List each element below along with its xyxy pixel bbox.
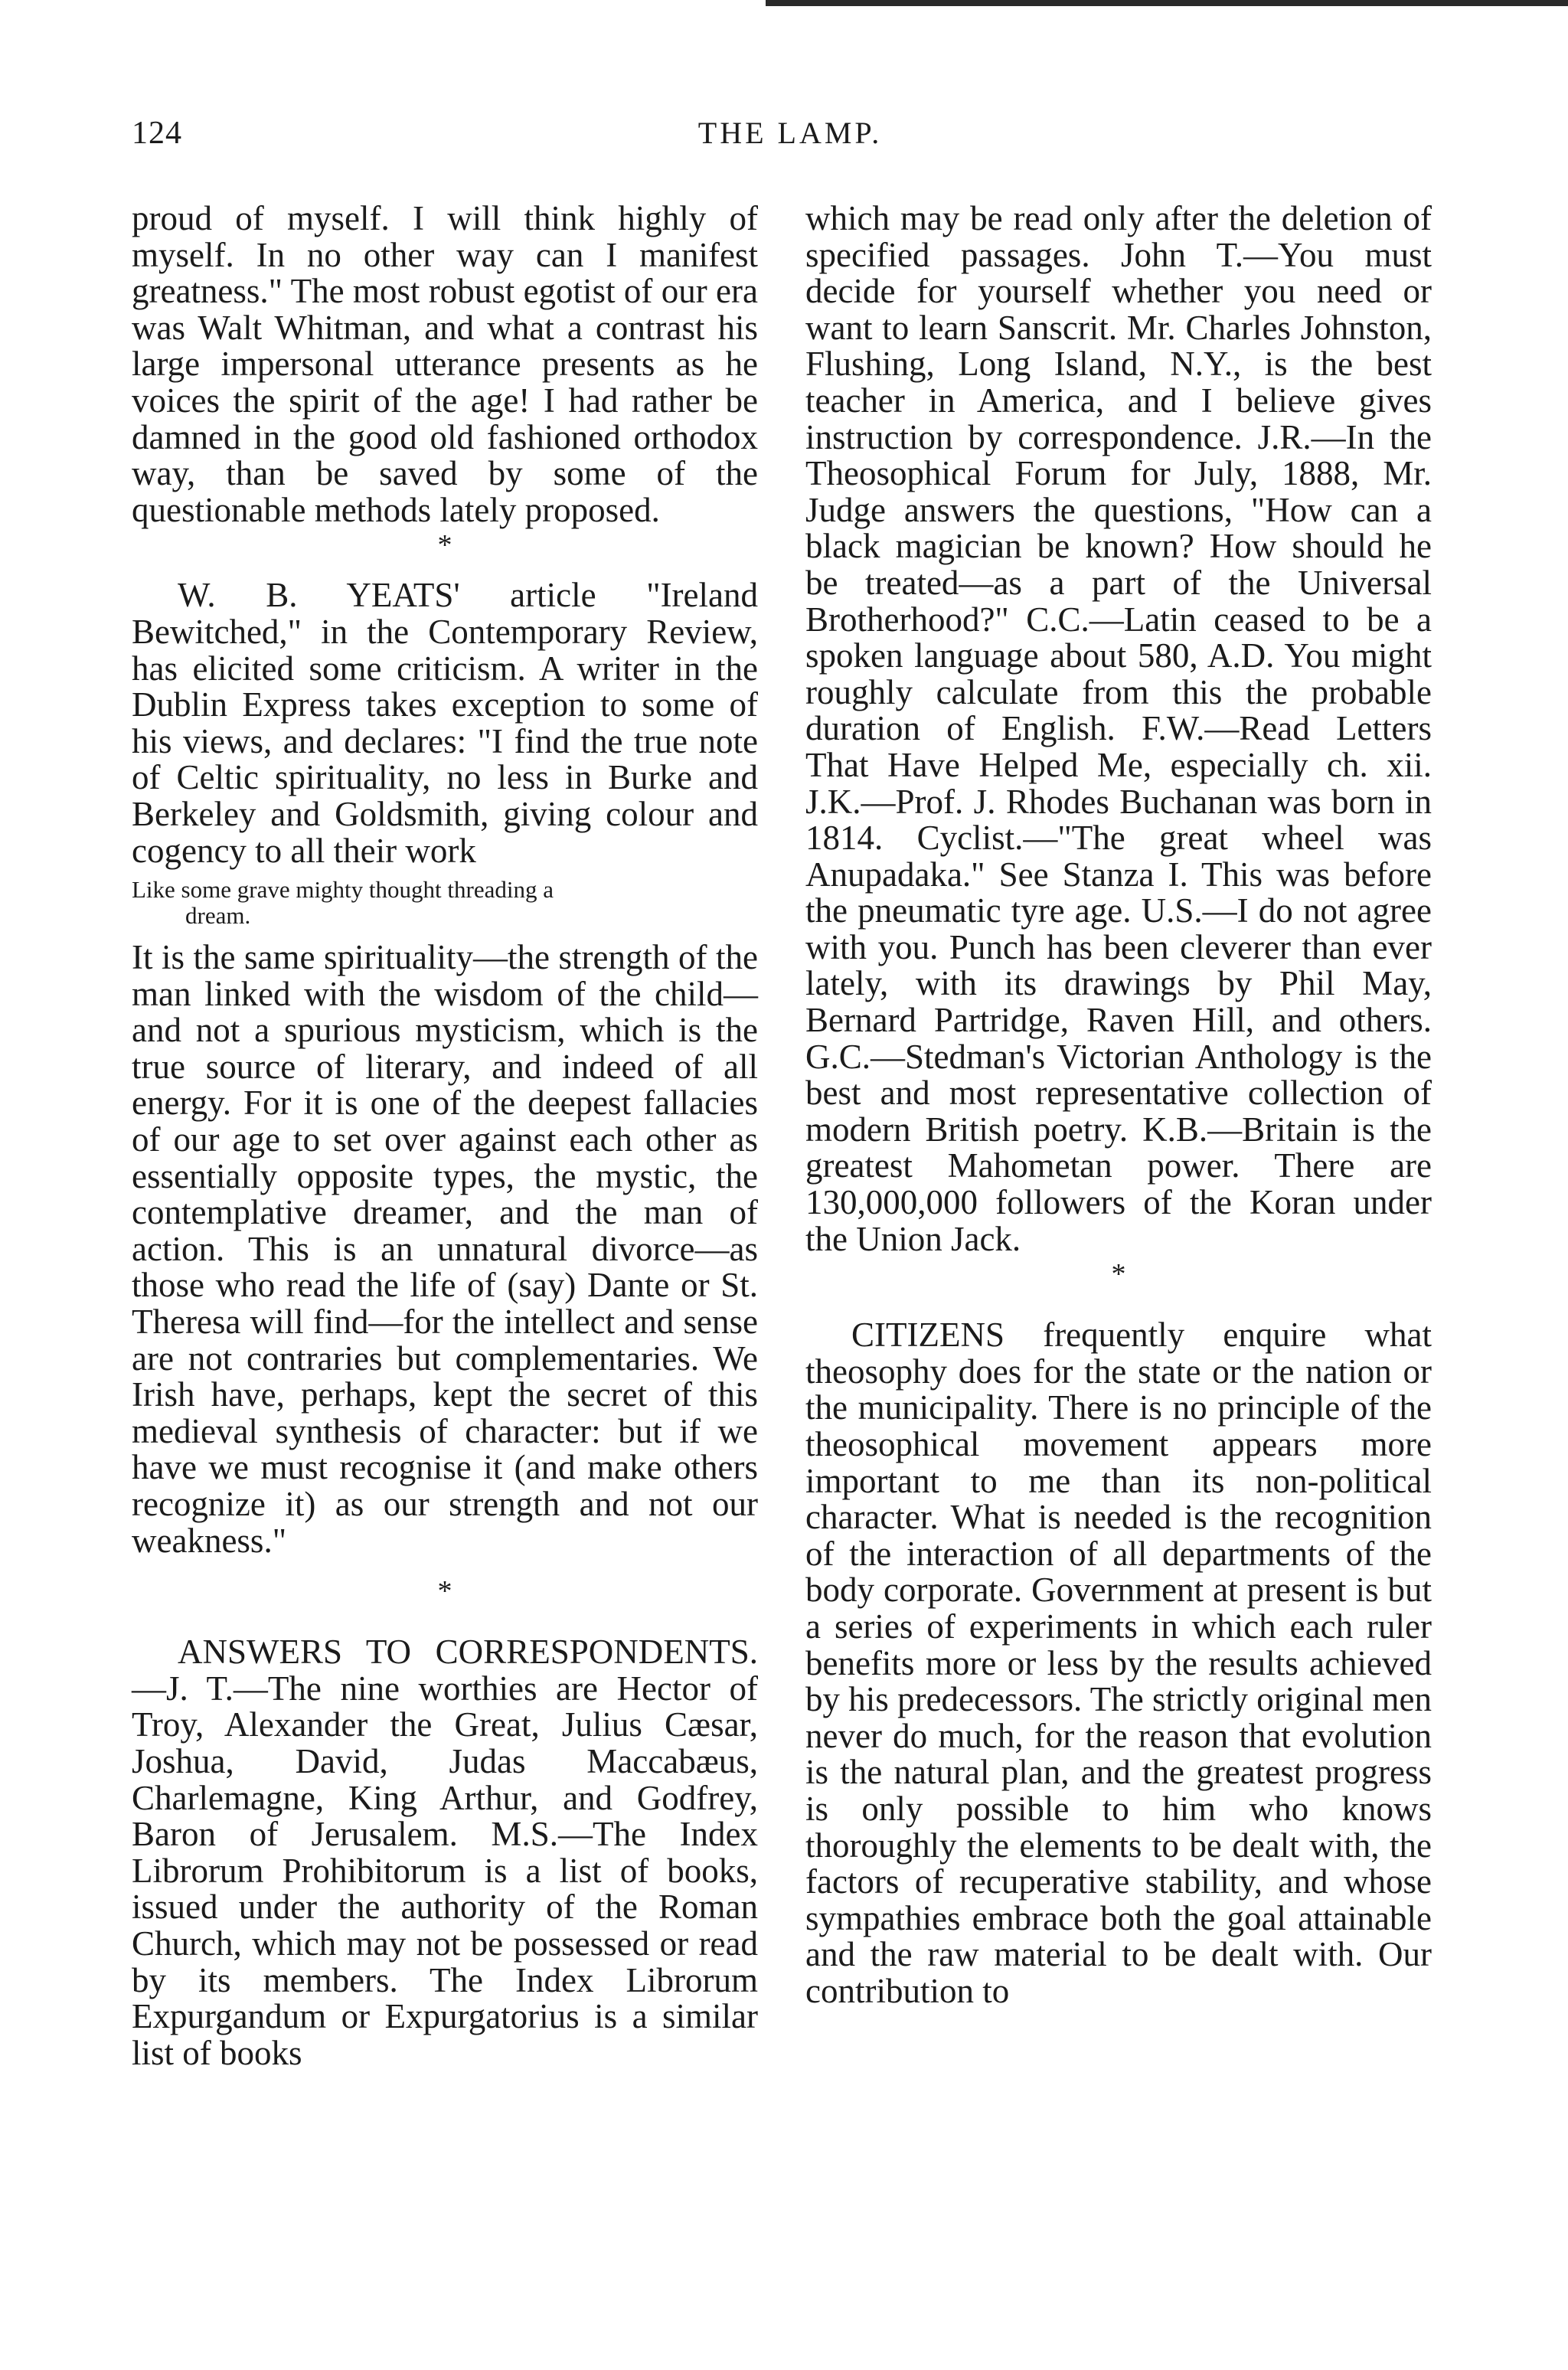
paragraph-yeats: W. B. YEATS' article "Ireland Bewitched," in the Contemporary Review, has elicited some criticism. A writer in the Dublin Express takes exception to some of his views, and declares: "I find the true note of Celtic spirituality, no less in Burke and Berkeley and Goldsmith, giving colour and cogency to all their work: [132, 576, 758, 870]
verse-line: Like some grave mighty thought threading a: [132, 876, 554, 904]
paragraph-egotism: proud of myself. I will think highly of myself. In no other way can I manifest greatness." The most robust egotist of our era was Walt Whitman, and what a contrast his large impersonal utterance presents as he voices the spirit of the age! I had rather be damned in the good old fashioned orthodox way, than be saved by some of the questionable methods lately proposed.: [132, 199, 758, 529]
paragraph-answers-to-correspondents: ANSWERS TO CORRESPONDENTS.—J. T.—The nine worthies are Hector of Troy, Alexander the Great, Julius Cæsar, Joshua, David, Judas Maccabæus, Charlemagne, King Arthur, and Godfrey, Baron of Jerusalem. M.S.—The Index Librorum Prohibitorum is a list of books, issued under the authority of the Roman Church, which may not be possessed or read by its members. The Index Librorum Expurgandum or Expurgatorius is a similar list of books: [132, 1633, 758, 2072]
section-divider-star: *: [437, 529, 452, 562]
section-divider-star: *: [437, 1575, 452, 1608]
spacer: [805, 1291, 1432, 1317]
paragraph-spirituality: It is the same spirituality—the strength of the man linked with the wisdom of the child—and not a spurious mysticism, which is the true source of literary, and indeed of all energy. For it is one of the deepest fallacies of our age to set over against each other as essentially opposite types, the mystic, the contemplative dreamer, and the man of action. This is an unnatural divorce—as those who read the life of (say) Dante or St. Theresa will find—for the intellect and sense are not contraries but complementaries. We Irish have, perhaps, kept the secret of this medieval synthesis of character: but if we have we must recognise it (and make others recognize it) as our strength and not our weakness.": [132, 938, 758, 1560]
spacer: [132, 1559, 758, 1574]
top-border-rule: [766, 0, 1568, 6]
running-head: THE LAMP.: [697, 116, 883, 150]
left-column: [132, 201, 758, 2071]
page-number: 124: [132, 116, 182, 151]
right-column: [805, 201, 1432, 2010]
spacer: [132, 1608, 758, 1634]
paragraph-citizens: CITIZENS frequently enquire what theosophy does for the state or the nation or the municipality. There is no principle of the theosophical movement appears more important to me than its non-political character. What is needed is the recognition of the interaction of all departments of the body corporate. Government at present is but a series of experiments in which each ruler benefits more or less by the results achieved by his predecessors. The strictly original men never do much, for the reason that evolution is the natural plan, and the greatest progress is only possible to him who knows thoroughly the elements to be dealt with, the factors of recuperative stability, and whose sympathies embrace both the goal attainable and the raw material to be dealt with. Our contribution to: [805, 1316, 1432, 2010]
section-divider-star: *: [1111, 1258, 1126, 1291]
spacer: [132, 562, 758, 577]
paragraph-answers-continued: which may be read only after the deletion of specified passages. John T.—You must decide for yourself whether you need or want to learn Sanscrit. Mr. Charles Johnston, Flushing, Long Island, N.Y., is the best teacher in America, and I believe gives instruction by correspondence. J.R.—In the Theosophical Forum for July, 1888, Mr. Judge answers the questions, "How can a black magician be known? How should he be treated—as a part of the Universal Brotherhood?" C.C.—Latin ceased to be a spoken language about 580, A.D. You might roughly calculate from this the probable duration of English. F.W.—Read Letters That Have Helped Me, especially ch. xii. J.K.—Prof. J. Rhodes Buchanan was born in 1814. Cyclist.—"The great wheel was Anupadaka." See Stanza I. This was before the pneumatic tyre age. U.S.—I do not agree with you. Punch has been cleverer than ever lately, with its drawings by Phil May, Bernard Partridge, Raven Hill, and others. G.C.—Stedman's Victorian Anthology is the best and most representative collection of modern British poetry. K.B.—Britain is the greatest Mahometan power. There are 130,000,000 followers of the Koran under the Union Jack.: [805, 199, 1432, 1258]
verse-quotation: [132, 877, 758, 929]
page-header: [132, 115, 1449, 161]
verse-line-continuation: dream.: [185, 902, 251, 930]
